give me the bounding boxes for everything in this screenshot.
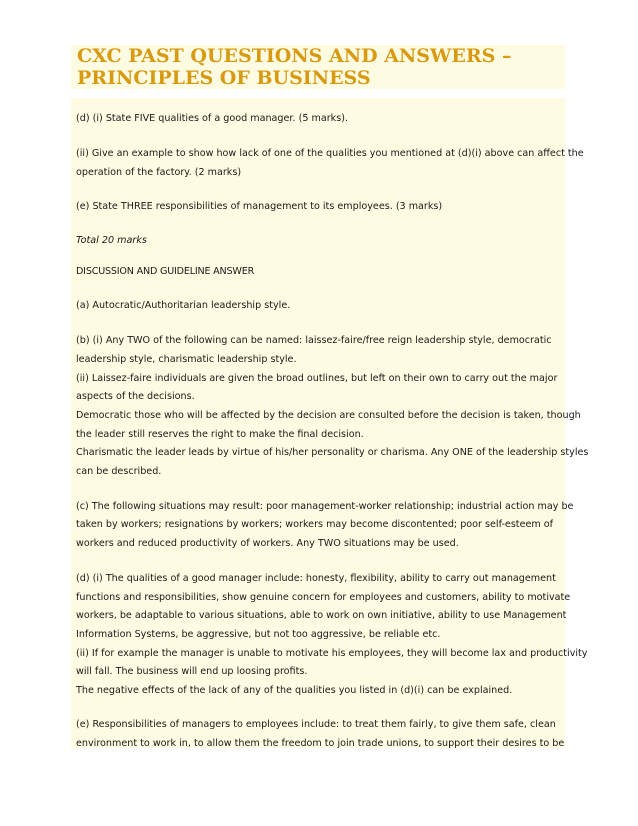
- answer-b-line-8: can be described.: [76, 466, 162, 477]
- answer-a: (a) Autocratic/Authoritarian leadership style.: [76, 300, 291, 311]
- answer-d-line-2: functions and responsibilities, show genuine concern for employees and customers, ability to motivate: [76, 592, 571, 603]
- answer-d-line-7: The negative effects of the lack of any of the qualities you listed in (d)(i) can be explained.: [76, 685, 513, 696]
- answer-b-line-6: the leader still reserves the right to make the final decision.: [76, 429, 364, 440]
- answer-c-line-3: workers and reduced productivity of workers. Any TWO situations may be used.: [76, 538, 459, 549]
- answer-b-line-3: (ii) Laissez-faire individuals are given the broad outlines, but left on their own to carry out the major: [76, 373, 558, 384]
- question-d-ii-line-2: operation of the factory. (2 marks): [76, 167, 242, 178]
- total-marks: Total 20 marks: [76, 235, 147, 246]
- question-e: (e) State THREE responsibilities of management to its employees. (3 marks): [76, 201, 443, 212]
- answer-c-line-1: (c) The following situations may result: poor management-worker relationship; industrial action may be: [76, 501, 574, 512]
- answer-e-line-2: environment to work in, to allow them the freedom to join trade unions, to support their desires to be: [76, 738, 565, 749]
- answer-c-line-2: taken by workers; resignations by workers; workers may become discontented; poor self-esteem of: [76, 519, 554, 530]
- question-d-ii-line-1: (ii) Give an example to show how lack of one of the qualities you mentioned at (d)(i) above can affect the: [76, 148, 584, 159]
- answer-d-line-1: (d) (i) The qualities of a good manager include: honesty, flexibility, ability to carry out management: [76, 573, 556, 584]
- answer-b-line-4: aspects of the decisions.: [76, 391, 195, 402]
- answer-e-line-1: (e) Responsibilities of managers to employees include: to treat them fairly, to give them safe, clean: [76, 719, 556, 730]
- answer-b-line-1: (b) (i) Any TWO of the following can be named: laissez-faire/free reign leadership style, democratic: [76, 335, 552, 346]
- answer-d-line-5: (ii) If for example the manager is unable to motivate his employees, they will become lax and productivity: [76, 648, 588, 659]
- answer-d-line-3: workers, be adaptable to various situations, able to work on own initiative, ability to use Management: [76, 610, 567, 621]
- page-title-line-2: PRINCIPLES OF BUSINESS: [77, 67, 371, 89]
- answer-d-line-6: will fall. The business will end up loosing profits.: [76, 666, 308, 677]
- answer-b-line-5: Democratic those who will be affected by the decision are consulted before the decision is taken, though: [76, 410, 581, 421]
- answer-d-line-4: Information Systems, be aggressive, but not too aggressive, be reliable etc.: [76, 629, 441, 640]
- answer-b-line-2: leadership style, charismatic leadership style.: [76, 354, 297, 365]
- question-d-i: (d) (i) State FIVE qualities of a good manager. (5 marks).: [76, 113, 348, 124]
- answer-b-line-7: Charismatic the leader leads by virtue of his/her personality or charisma. Any ONE of the leadership styles: [76, 447, 589, 458]
- page-title: [71, 45, 565, 89]
- page-title-line-1: CXC PAST QUESTIONS AND ANSWERS –: [77, 45, 512, 67]
- discussion-heading: DISCUSSION AND GUIDELINE ANSWER: [76, 266, 255, 277]
